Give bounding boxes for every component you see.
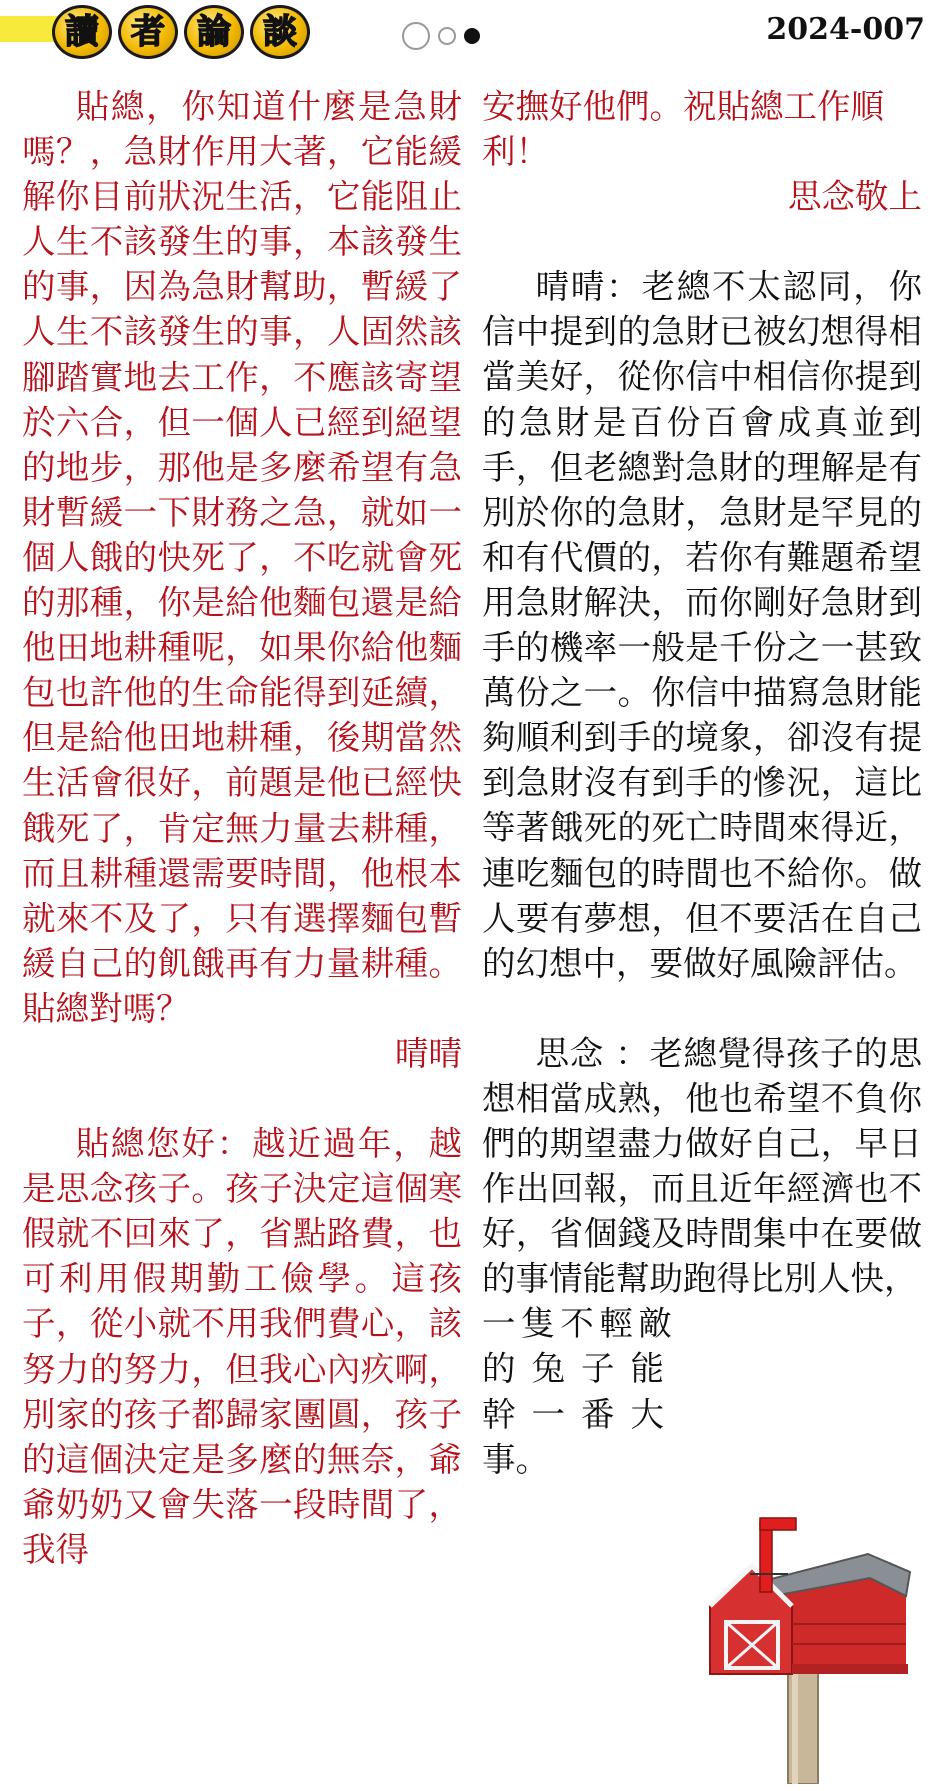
circle-outline-icon	[402, 22, 430, 50]
letter-qingqing: 貼總，你知道什麼是急財嗎？，急財作用大著，它能緩解你目前狀況生活，它能阻止人生不該發生的事，本該發生的事，因為急財幫助，暫緩了人生不該發生的事，人固然該腳踏實地去工作，不應該寄望於六合，但一個人已經到絕望的地步，那他是多麼希望有急財暫緩一下財務之急，就如一個人餓的快死了，不吃就會死的那種，你是給他麵包還是給他田地耕種呢，如果你給他麵包也許他的生命能得到延續，但是給他田地耕種，後期當然生活會很好，前題是他已經快餓死了，肯定無力量去耕種，而且耕種還需要時間，他根本就來不及了，只有選擇麵包暫緩自己的飢餓再有力量耕種。貼總對嗎？	[22, 87, 462, 1028]
column-title-badges	[52, 5, 310, 59]
reply-to-sinian: 思念 ：老總覺得孩子的思想相當成熟，他也希望不負你們的期望盡力做好自己，早日作出回報，而且近年經濟也不好，省個錢及時間集中在要做的事情能幫助跑得比別人快，	[482, 1033, 922, 1299]
reply-to-qingqing: 晴晴：老總不太認同，你信中提到的急財已被幻想得相當美好，從你信中相信你提到的急財是百份百會成真並到手，但老總對急財的理解是有別於你的急財，急財是罕見的和有代價的，若你有難題希望用急財解決，而你剛好急財到手的機率一般是千份之一甚致萬份之一。你信中描寫急財能夠順利到手的境象，卻沒有提到急財沒有到手的慘況，這比等著餓死的死亡時間來得近，連吃麵包的時間也不給你。做人要有夢想，但不要活在自己的幻想中，要做好風險評估。	[482, 267, 922, 983]
right-column	[482, 84, 922, 1482]
letter-sinian-continued: 安撫好他們。祝貼總工作順利！	[482, 87, 884, 172]
reply-tail-line: 事。	[482, 1439, 549, 1479]
title-badge: 論	[184, 5, 244, 59]
title-badge: 者	[118, 5, 178, 59]
issue-number: 2024-007	[766, 12, 925, 47]
reply-tail	[482, 1301, 672, 1481]
title-badge: 讀	[52, 5, 112, 59]
mailbox-icon	[700, 1514, 930, 1784]
left-column	[22, 84, 462, 1572]
letter-sinian: 貼總您好：越近過年，越是思念孩子。孩子決定這個寒假就不回來了，省點路費，也可利用假期勤工儉學。這孩子，從小就不用我們費心，該努力的努力，但我心內疚啊，別家的孩子都歸家團圓，孩子的這個決定是多麼的無奈，爺爺奶奶又會失落一段時間了，我得	[22, 1124, 462, 1569]
circle-outline-icon	[438, 27, 456, 45]
signature-sinian: 思念敬上	[788, 177, 922, 217]
signature-qingqing: 晴晴	[395, 1033, 462, 1073]
circle-filled-icon	[464, 28, 480, 44]
yellow-bar	[0, 16, 60, 42]
reply-tail-line: 一隻不輕敵	[482, 1304, 672, 1344]
reply-tail-line: 幹一番大	[482, 1394, 664, 1434]
header	[0, 0, 941, 64]
decorative-dots	[402, 22, 480, 50]
title-badge: 談	[250, 5, 310, 59]
reply-tail-line: 的兔子能	[482, 1349, 664, 1389]
